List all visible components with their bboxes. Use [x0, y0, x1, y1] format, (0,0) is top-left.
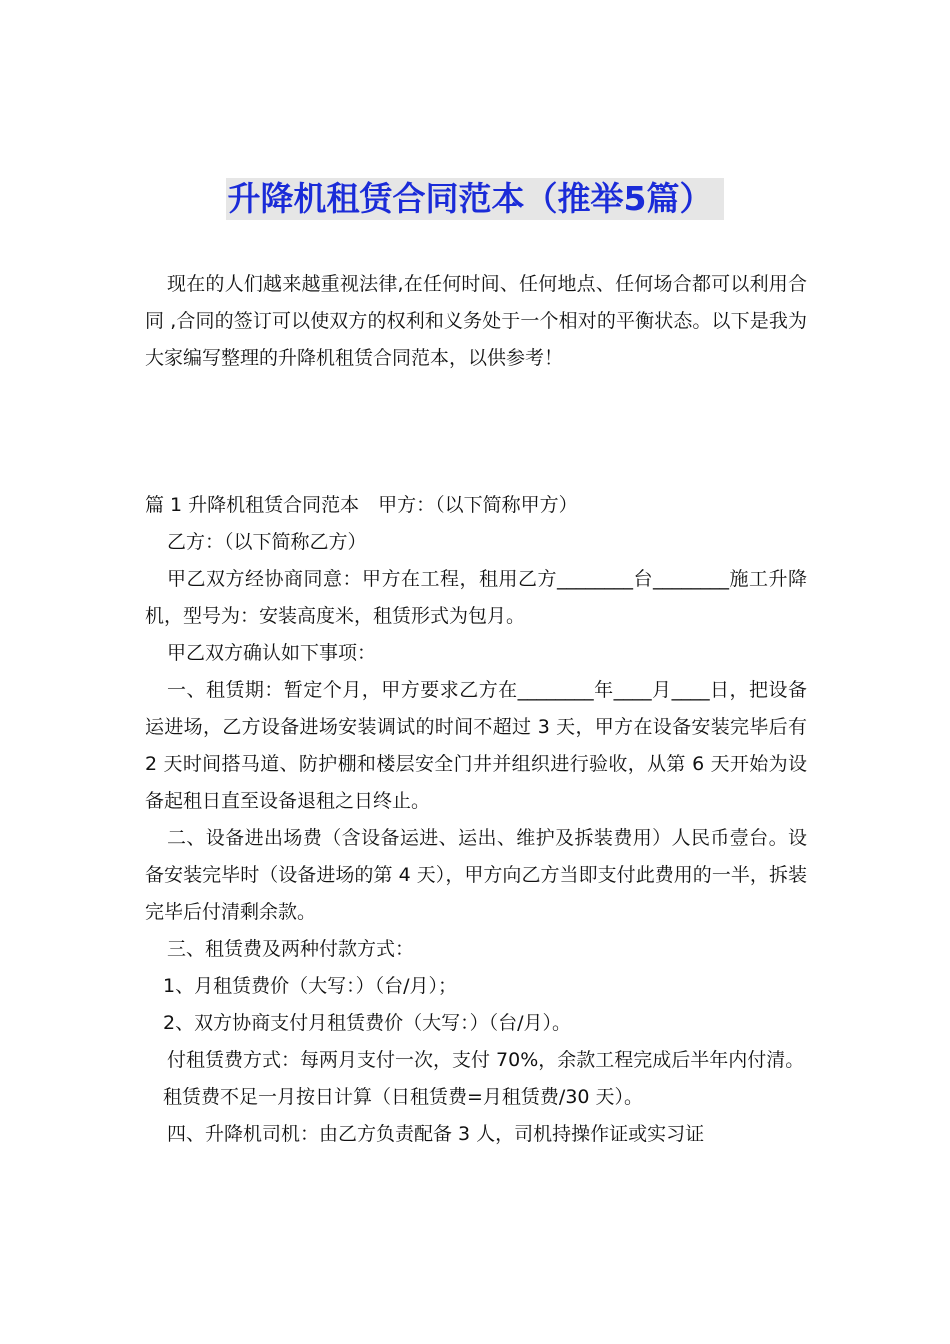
confirm-line: 甲乙双方确认如下事项： — [167, 642, 377, 664]
clause-3-heading: 三、租赁费及两种付款方式： — [167, 938, 415, 960]
title-container — [0, 178, 950, 220]
section-heading: 篇 1 升降机租赁合同范本 甲方：（以下简称甲方） — [145, 494, 578, 516]
intro-paragraph: 现在的人们越来越重视法律,在任何时间、任何地点、任何场合都可以利用合同 ,合同的签订可以使双方的权利和义务处于一个相对的平衡状态。以下是我为大家编写整理的升降机租赁合同范本，以供参考！ — [145, 273, 807, 369]
daily-rate-paragraph: 租赁费不足一月按日计算（日租赁费=月租赁费/30 天）。 — [163, 1086, 644, 1108]
clause-1-paragraph: 一、租赁期：暂定个月，甲方要求乙方在________年____月____日，把设备运进场，乙方设备进场安装调试的时间不超过 3 天，甲方在设备安装完毕后有 2 天时间搭马道、防护棚和楼层安全门井并组织进行验收，从第 6 天开始为设备起租日直至设备退租之日终止。 — [145, 679, 807, 812]
clause-4-paragraph: 四、升降机司机：由乙方负责配备 3 人，司机持操作证或实习证 — [167, 1123, 705, 1145]
payment-method-paragraph: 付租赁费方式：每两月支付一次，支付 70%，余款工程完成后半年内付清。 — [167, 1049, 805, 1071]
document-title: 升降机租赁合同范本（推举5篇） — [226, 178, 725, 220]
clause-2-paragraph: 二、设备进出场费（含设备运进、运出、维护及拆装费用）人民币壹台。设备安装完毕时（设备进场的第 4 天），甲方向乙方当即支付此费用的一半，拆装完毕后付清剩余款。 — [145, 827, 807, 923]
clause-3-item-2: 2、双方协商支付月租赁费价（大写：）（台/月）。 — [163, 1012, 571, 1034]
clause-3-item-1: 1、月租赁费价（大写：）（台/月）； — [163, 975, 457, 997]
document-body — [145, 487, 807, 1153]
party-b-line: 乙方：（以下简称乙方） — [167, 531, 367, 553]
agreement-paragraph: 甲乙双方经协商同意：甲方在工程，租用乙方________台________施工升降机，型号为：安装高度米，租赁形式为包月。 — [145, 568, 807, 627]
